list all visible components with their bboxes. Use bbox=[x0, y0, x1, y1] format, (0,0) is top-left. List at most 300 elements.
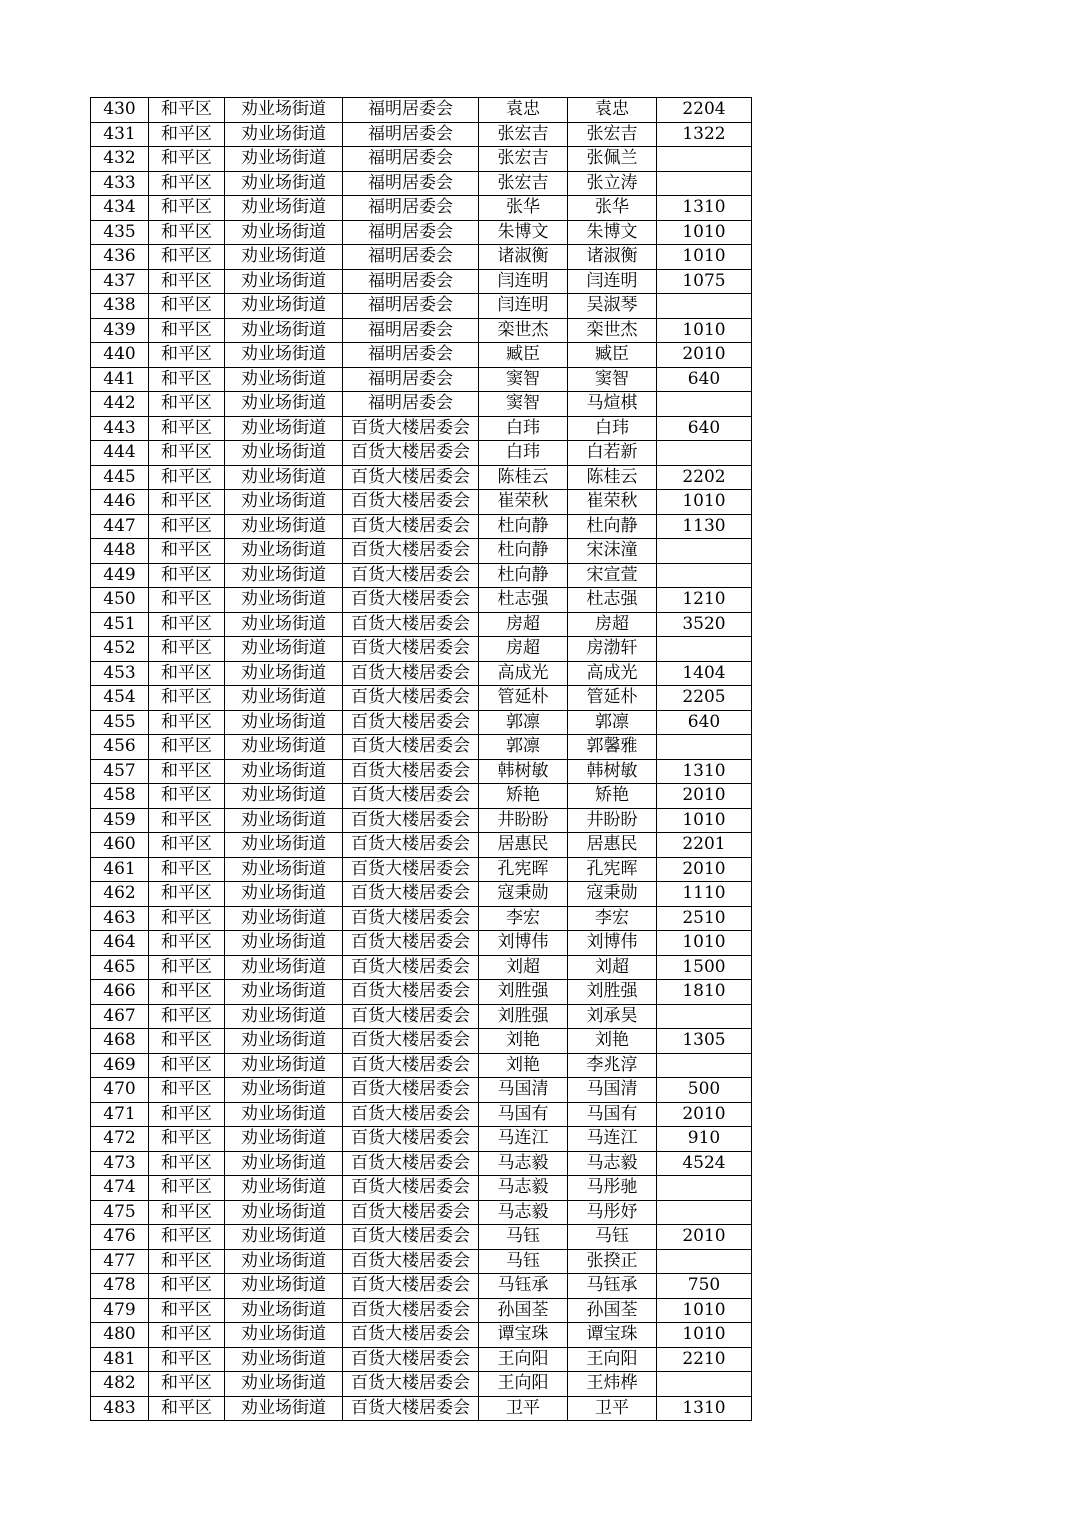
member-name-cell: 居惠民 bbox=[568, 833, 657, 858]
table-row bbox=[91, 710, 752, 735]
household-head-cell: 矫艳 bbox=[479, 784, 568, 809]
district-cell: 和平区 bbox=[149, 857, 225, 882]
value-cell: 640 bbox=[657, 710, 752, 735]
district-cell: 和平区 bbox=[149, 1274, 225, 1299]
committee-cell: 福明居委会 bbox=[343, 220, 479, 245]
table-row bbox=[91, 563, 752, 588]
member-name-cell: 张佩兰 bbox=[568, 147, 657, 172]
household-head-cell: 马连江 bbox=[479, 1127, 568, 1152]
street-cell: 劝业场街道 bbox=[225, 612, 343, 637]
row-number-cell: 462 bbox=[91, 882, 149, 907]
street-cell: 劝业场街道 bbox=[225, 857, 343, 882]
street-cell: 劝业场街道 bbox=[225, 1249, 343, 1274]
district-cell: 和平区 bbox=[149, 490, 225, 515]
row-number-cell: 473 bbox=[91, 1151, 149, 1176]
committee-cell: 百货大楼居委会 bbox=[343, 1004, 479, 1029]
committee-cell: 百货大楼居委会 bbox=[343, 637, 479, 662]
member-name-cell: 王向阳 bbox=[568, 1347, 657, 1372]
street-cell: 劝业场街道 bbox=[225, 171, 343, 196]
committee-cell: 福明居委会 bbox=[343, 318, 479, 343]
row-number-cell: 448 bbox=[91, 539, 149, 564]
value-cell: 2205 bbox=[657, 686, 752, 711]
committee-cell: 百货大楼居委会 bbox=[343, 1029, 479, 1054]
member-name-cell: 宋沫潼 bbox=[568, 539, 657, 564]
table-row bbox=[91, 220, 752, 245]
district-cell: 和平区 bbox=[149, 686, 225, 711]
table-row bbox=[91, 122, 752, 147]
street-cell: 劝业场街道 bbox=[225, 1323, 343, 1348]
row-number-cell: 453 bbox=[91, 661, 149, 686]
value-cell: 2010 bbox=[657, 784, 752, 809]
member-name-cell: 刘超 bbox=[568, 955, 657, 980]
value-cell: 1810 bbox=[657, 980, 752, 1005]
street-cell: 劝业场街道 bbox=[225, 1298, 343, 1323]
committee-cell: 百货大楼居委会 bbox=[343, 441, 479, 466]
district-cell: 和平区 bbox=[149, 343, 225, 368]
district-cell: 和平区 bbox=[149, 906, 225, 931]
member-name-cell: 井盼盼 bbox=[568, 808, 657, 833]
member-name-cell: 房超 bbox=[568, 612, 657, 637]
district-cell: 和平区 bbox=[149, 588, 225, 613]
street-cell: 劝业场街道 bbox=[225, 465, 343, 490]
district-cell: 和平区 bbox=[149, 710, 225, 735]
value-cell: 1010 bbox=[657, 318, 752, 343]
table-row bbox=[91, 686, 752, 711]
committee-cell: 百货大楼居委会 bbox=[343, 833, 479, 858]
household-head-cell: 窦智 bbox=[479, 367, 568, 392]
household-head-cell: 马国有 bbox=[479, 1102, 568, 1127]
value-cell: 1010 bbox=[657, 1323, 752, 1348]
committee-cell: 百货大楼居委会 bbox=[343, 759, 479, 784]
street-cell: 劝业场街道 bbox=[225, 343, 343, 368]
district-cell: 和平区 bbox=[149, 147, 225, 172]
district-cell: 和平区 bbox=[149, 735, 225, 760]
street-cell: 劝业场街道 bbox=[225, 661, 343, 686]
member-name-cell: 马煊棋 bbox=[568, 392, 657, 417]
committee-cell: 百货大楼居委会 bbox=[343, 1298, 479, 1323]
row-number-cell: 474 bbox=[91, 1176, 149, 1201]
value-cell bbox=[657, 147, 752, 172]
household-head-cell: 杜向静 bbox=[479, 514, 568, 539]
committee-cell: 百货大楼居委会 bbox=[343, 1053, 479, 1078]
member-name-cell: 栾世杰 bbox=[568, 318, 657, 343]
household-head-cell: 马钰 bbox=[479, 1249, 568, 1274]
table-row bbox=[91, 784, 752, 809]
value-cell: 1310 bbox=[657, 759, 752, 784]
household-head-cell: 闫连明 bbox=[479, 269, 568, 294]
member-name-cell: 张揆正 bbox=[568, 1249, 657, 1274]
district-cell: 和平区 bbox=[149, 465, 225, 490]
household-head-cell: 马志毅 bbox=[479, 1151, 568, 1176]
household-head-cell: 房超 bbox=[479, 612, 568, 637]
row-number-cell: 472 bbox=[91, 1127, 149, 1152]
row-number-cell: 436 bbox=[91, 245, 149, 270]
district-cell: 和平区 bbox=[149, 1151, 225, 1176]
committee-cell: 百货大楼居委会 bbox=[343, 1274, 479, 1299]
household-head-cell: 杜向静 bbox=[479, 563, 568, 588]
row-number-cell: 450 bbox=[91, 588, 149, 613]
member-name-cell: 马国有 bbox=[568, 1102, 657, 1127]
row-number-cell: 459 bbox=[91, 808, 149, 833]
row-number-cell: 463 bbox=[91, 906, 149, 931]
district-cell: 和平区 bbox=[149, 759, 225, 784]
table-row bbox=[91, 514, 752, 539]
member-name-cell: 房渤轩 bbox=[568, 637, 657, 662]
value-cell bbox=[657, 1249, 752, 1274]
table-row bbox=[91, 980, 752, 1005]
committee-cell: 百货大楼居委会 bbox=[343, 490, 479, 515]
street-cell: 劝业场街道 bbox=[225, 735, 343, 760]
member-name-cell: 闫连明 bbox=[568, 269, 657, 294]
row-number-cell: 479 bbox=[91, 1298, 149, 1323]
member-name-cell: 诸淑衡 bbox=[568, 245, 657, 270]
row-number-cell: 438 bbox=[91, 294, 149, 319]
street-cell: 劝业场街道 bbox=[225, 392, 343, 417]
row-number-cell: 441 bbox=[91, 367, 149, 392]
member-name-cell: 马连江 bbox=[568, 1127, 657, 1152]
table-row bbox=[91, 343, 752, 368]
value-cell bbox=[657, 1372, 752, 1397]
member-name-cell: 王炜桦 bbox=[568, 1372, 657, 1397]
row-number-cell: 456 bbox=[91, 735, 149, 760]
household-head-cell: 马钰承 bbox=[479, 1274, 568, 1299]
household-head-cell: 马国清 bbox=[479, 1078, 568, 1103]
committee-cell: 百货大楼居委会 bbox=[343, 1347, 479, 1372]
table-row bbox=[91, 808, 752, 833]
row-number-cell: 467 bbox=[91, 1004, 149, 1029]
row-number-cell: 477 bbox=[91, 1249, 149, 1274]
district-cell: 和平区 bbox=[149, 367, 225, 392]
table-row bbox=[91, 171, 752, 196]
member-name-cell: 李宏 bbox=[568, 906, 657, 931]
district-cell: 和平区 bbox=[149, 1200, 225, 1225]
table-row bbox=[91, 906, 752, 931]
value-cell bbox=[657, 539, 752, 564]
value-cell: 1404 bbox=[657, 661, 752, 686]
table-row bbox=[91, 367, 752, 392]
row-number-cell: 447 bbox=[91, 514, 149, 539]
row-number-cell: 458 bbox=[91, 784, 149, 809]
committee-cell: 福明居委会 bbox=[343, 269, 479, 294]
committee-cell: 福明居委会 bbox=[343, 122, 479, 147]
table-row bbox=[91, 637, 752, 662]
district-cell: 和平区 bbox=[149, 1029, 225, 1054]
street-cell: 劝业场街道 bbox=[225, 980, 343, 1005]
committee-cell: 福明居委会 bbox=[343, 294, 479, 319]
household-head-cell: 韩树敏 bbox=[479, 759, 568, 784]
value-cell: 1075 bbox=[657, 269, 752, 294]
household-head-cell: 管延朴 bbox=[479, 686, 568, 711]
committee-cell: 百货大楼居委会 bbox=[343, 808, 479, 833]
member-name-cell: 郭馨雅 bbox=[568, 735, 657, 760]
street-cell: 劝业场街道 bbox=[225, 637, 343, 662]
row-number-cell: 439 bbox=[91, 318, 149, 343]
household-head-cell: 窦智 bbox=[479, 392, 568, 417]
household-head-cell: 崔荣秋 bbox=[479, 490, 568, 515]
district-cell: 和平区 bbox=[149, 1372, 225, 1397]
row-number-cell: 442 bbox=[91, 392, 149, 417]
household-head-cell: 刘胜强 bbox=[479, 1004, 568, 1029]
household-head-cell: 房超 bbox=[479, 637, 568, 662]
street-cell: 劝业场街道 bbox=[225, 245, 343, 270]
value-cell: 1010 bbox=[657, 490, 752, 515]
value-cell: 2210 bbox=[657, 1347, 752, 1372]
value-cell: 1010 bbox=[657, 245, 752, 270]
value-cell: 1210 bbox=[657, 588, 752, 613]
value-cell: 1010 bbox=[657, 1298, 752, 1323]
committee-cell: 福明居委会 bbox=[343, 392, 479, 417]
member-name-cell: 张华 bbox=[568, 196, 657, 221]
committee-cell: 百货大楼居委会 bbox=[343, 416, 479, 441]
committee-cell: 百货大楼居委会 bbox=[343, 1127, 479, 1152]
row-number-cell: 430 bbox=[91, 98, 149, 123]
household-head-cell: 寇秉勋 bbox=[479, 882, 568, 907]
member-name-cell: 袁忠 bbox=[568, 98, 657, 123]
row-number-cell: 460 bbox=[91, 833, 149, 858]
committee-cell: 百货大楼居委会 bbox=[343, 612, 479, 637]
row-number-cell: 468 bbox=[91, 1029, 149, 1054]
row-number-cell: 444 bbox=[91, 441, 149, 466]
member-name-cell: 宋宣萱 bbox=[568, 563, 657, 588]
value-cell: 4524 bbox=[657, 1151, 752, 1176]
row-number-cell: 445 bbox=[91, 465, 149, 490]
table-row bbox=[91, 588, 752, 613]
member-name-cell: 刘艳 bbox=[568, 1029, 657, 1054]
value-cell: 1010 bbox=[657, 808, 752, 833]
member-name-cell: 郭凛 bbox=[568, 710, 657, 735]
table-row bbox=[91, 857, 752, 882]
table-body bbox=[91, 98, 752, 1421]
member-name-cell: 刘承昊 bbox=[568, 1004, 657, 1029]
member-name-cell: 管延朴 bbox=[568, 686, 657, 711]
member-name-cell: 刘胜强 bbox=[568, 980, 657, 1005]
row-number-cell: 470 bbox=[91, 1078, 149, 1103]
member-name-cell: 马钰 bbox=[568, 1225, 657, 1250]
household-head-cell: 白玮 bbox=[479, 416, 568, 441]
table-row bbox=[91, 1151, 752, 1176]
member-name-cell: 马志毅 bbox=[568, 1151, 657, 1176]
table-row bbox=[91, 1102, 752, 1127]
street-cell: 劝业场街道 bbox=[225, 686, 343, 711]
value-cell bbox=[657, 735, 752, 760]
street-cell: 劝业场街道 bbox=[225, 147, 343, 172]
table-row bbox=[91, 539, 752, 564]
member-name-cell: 寇秉勋 bbox=[568, 882, 657, 907]
street-cell: 劝业场街道 bbox=[225, 931, 343, 956]
table-row bbox=[91, 1249, 752, 1274]
street-cell: 劝业场街道 bbox=[225, 1053, 343, 1078]
value-cell bbox=[657, 637, 752, 662]
data-table bbox=[90, 97, 752, 1421]
street-cell: 劝业场街道 bbox=[225, 1004, 343, 1029]
value-cell: 2510 bbox=[657, 906, 752, 931]
row-number-cell: 451 bbox=[91, 612, 149, 637]
value-cell: 910 bbox=[657, 1127, 752, 1152]
committee-cell: 百货大楼居委会 bbox=[343, 1372, 479, 1397]
household-head-cell: 孔宪晖 bbox=[479, 857, 568, 882]
district-cell: 和平区 bbox=[149, 955, 225, 980]
table-row bbox=[91, 833, 752, 858]
household-head-cell: 张华 bbox=[479, 196, 568, 221]
district-cell: 和平区 bbox=[149, 1127, 225, 1152]
value-cell bbox=[657, 392, 752, 417]
household-head-cell: 栾世杰 bbox=[479, 318, 568, 343]
committee-cell: 百货大楼居委会 bbox=[343, 1396, 479, 1421]
table-row bbox=[91, 1372, 752, 1397]
row-number-cell: 452 bbox=[91, 637, 149, 662]
value-cell bbox=[657, 1176, 752, 1201]
district-cell: 和平区 bbox=[149, 637, 225, 662]
district-cell: 和平区 bbox=[149, 318, 225, 343]
committee-cell: 百货大楼居委会 bbox=[343, 1249, 479, 1274]
value-cell bbox=[657, 563, 752, 588]
street-cell: 劝业场街道 bbox=[225, 196, 343, 221]
street-cell: 劝业场街道 bbox=[225, 710, 343, 735]
district-cell: 和平区 bbox=[149, 1298, 225, 1323]
committee-cell: 百货大楼居委会 bbox=[343, 735, 479, 760]
committee-cell: 福明居委会 bbox=[343, 98, 479, 123]
street-cell: 劝业场街道 bbox=[225, 269, 343, 294]
table-row bbox=[91, 1298, 752, 1323]
row-number-cell: 480 bbox=[91, 1323, 149, 1348]
district-cell: 和平区 bbox=[149, 1347, 225, 1372]
value-cell: 500 bbox=[657, 1078, 752, 1103]
member-name-cell: 卫平 bbox=[568, 1396, 657, 1421]
committee-cell: 百货大楼居委会 bbox=[343, 980, 479, 1005]
street-cell: 劝业场街道 bbox=[225, 588, 343, 613]
member-name-cell: 白若新 bbox=[568, 441, 657, 466]
member-name-cell: 杜向静 bbox=[568, 514, 657, 539]
committee-cell: 百货大楼居委会 bbox=[343, 1176, 479, 1201]
district-cell: 和平区 bbox=[149, 1078, 225, 1103]
street-cell: 劝业场街道 bbox=[225, 1029, 343, 1054]
table-row bbox=[91, 416, 752, 441]
street-cell: 劝业场街道 bbox=[225, 490, 343, 515]
district-cell: 和平区 bbox=[149, 1176, 225, 1201]
street-cell: 劝业场街道 bbox=[225, 882, 343, 907]
district-cell: 和平区 bbox=[149, 784, 225, 809]
member-name-cell: 陈桂云 bbox=[568, 465, 657, 490]
committee-cell: 福明居委会 bbox=[343, 245, 479, 270]
committee-cell: 百货大楼居委会 bbox=[343, 563, 479, 588]
table-row bbox=[91, 735, 752, 760]
row-number-cell: 475 bbox=[91, 1200, 149, 1225]
street-cell: 劝业场街道 bbox=[225, 122, 343, 147]
member-name-cell: 李兆淳 bbox=[568, 1053, 657, 1078]
street-cell: 劝业场街道 bbox=[225, 1102, 343, 1127]
district-cell: 和平区 bbox=[149, 808, 225, 833]
table-row bbox=[91, 98, 752, 123]
value-cell: 2201 bbox=[657, 833, 752, 858]
row-number-cell: 449 bbox=[91, 563, 149, 588]
value-cell: 1010 bbox=[657, 931, 752, 956]
household-head-cell: 陈桂云 bbox=[479, 465, 568, 490]
table-row bbox=[91, 931, 752, 956]
household-head-cell: 井盼盼 bbox=[479, 808, 568, 833]
street-cell: 劝业场街道 bbox=[225, 441, 343, 466]
table-row bbox=[91, 1127, 752, 1152]
table-row bbox=[91, 1396, 752, 1421]
committee-cell: 百货大楼居委会 bbox=[343, 465, 479, 490]
table-row bbox=[91, 196, 752, 221]
street-cell: 劝业场街道 bbox=[225, 514, 343, 539]
household-head-cell: 张宏吉 bbox=[479, 122, 568, 147]
table-row bbox=[91, 1200, 752, 1225]
value-cell: 640 bbox=[657, 416, 752, 441]
street-cell: 劝业场街道 bbox=[225, 539, 343, 564]
household-head-cell: 郭凛 bbox=[479, 735, 568, 760]
row-number-cell: 478 bbox=[91, 1274, 149, 1299]
district-cell: 和平区 bbox=[149, 122, 225, 147]
table-row bbox=[91, 1029, 752, 1054]
row-number-cell: 461 bbox=[91, 857, 149, 882]
value-cell: 2010 bbox=[657, 1102, 752, 1127]
table-row bbox=[91, 955, 752, 980]
household-head-cell: 刘艳 bbox=[479, 1029, 568, 1054]
row-number-cell: 466 bbox=[91, 980, 149, 1005]
committee-cell: 百货大楼居委会 bbox=[343, 539, 479, 564]
street-cell: 劝业场街道 bbox=[225, 759, 343, 784]
member-name-cell: 韩树敏 bbox=[568, 759, 657, 784]
table-row bbox=[91, 1347, 752, 1372]
street-cell: 劝业场街道 bbox=[225, 808, 343, 833]
row-number-cell: 434 bbox=[91, 196, 149, 221]
value-cell: 2204 bbox=[657, 98, 752, 123]
table-row bbox=[91, 245, 752, 270]
committee-cell: 百货大楼居委会 bbox=[343, 1151, 479, 1176]
row-number-cell: 455 bbox=[91, 710, 149, 735]
district-cell: 和平区 bbox=[149, 1396, 225, 1421]
value-cell: 3520 bbox=[657, 612, 752, 637]
household-head-cell: 刘超 bbox=[479, 955, 568, 980]
value-cell: 1310 bbox=[657, 1396, 752, 1421]
district-cell: 和平区 bbox=[149, 980, 225, 1005]
member-name-cell: 刘博伟 bbox=[568, 931, 657, 956]
district-cell: 和平区 bbox=[149, 441, 225, 466]
table-row bbox=[91, 1053, 752, 1078]
member-name-cell: 吴淑琴 bbox=[568, 294, 657, 319]
committee-cell: 福明居委会 bbox=[343, 147, 479, 172]
row-number-cell: 443 bbox=[91, 416, 149, 441]
committee-cell: 百货大楼居委会 bbox=[343, 955, 479, 980]
table-row bbox=[91, 441, 752, 466]
member-name-cell: 马国清 bbox=[568, 1078, 657, 1103]
district-cell: 和平区 bbox=[149, 539, 225, 564]
household-head-cell: 李宏 bbox=[479, 906, 568, 931]
district-cell: 和平区 bbox=[149, 1249, 225, 1274]
value-cell: 1130 bbox=[657, 514, 752, 539]
household-head-cell: 王向阳 bbox=[479, 1347, 568, 1372]
district-cell: 和平区 bbox=[149, 931, 225, 956]
table-row bbox=[91, 612, 752, 637]
committee-cell: 福明居委会 bbox=[343, 367, 479, 392]
table-row bbox=[91, 465, 752, 490]
value-cell bbox=[657, 1004, 752, 1029]
value-cell: 1010 bbox=[657, 220, 752, 245]
member-name-cell: 白玮 bbox=[568, 416, 657, 441]
district-cell: 和平区 bbox=[149, 661, 225, 686]
committee-cell: 百货大楼居委会 bbox=[343, 710, 479, 735]
table-row bbox=[91, 392, 752, 417]
household-head-cell: 王向阳 bbox=[479, 1372, 568, 1397]
household-head-cell: 闫连明 bbox=[479, 294, 568, 319]
table-row bbox=[91, 1225, 752, 1250]
committee-cell: 百货大楼居委会 bbox=[343, 1225, 479, 1250]
household-head-cell: 马钰 bbox=[479, 1225, 568, 1250]
committee-cell: 百货大楼居委会 bbox=[343, 686, 479, 711]
street-cell: 劝业场街道 bbox=[225, 1151, 343, 1176]
district-cell: 和平区 bbox=[149, 416, 225, 441]
